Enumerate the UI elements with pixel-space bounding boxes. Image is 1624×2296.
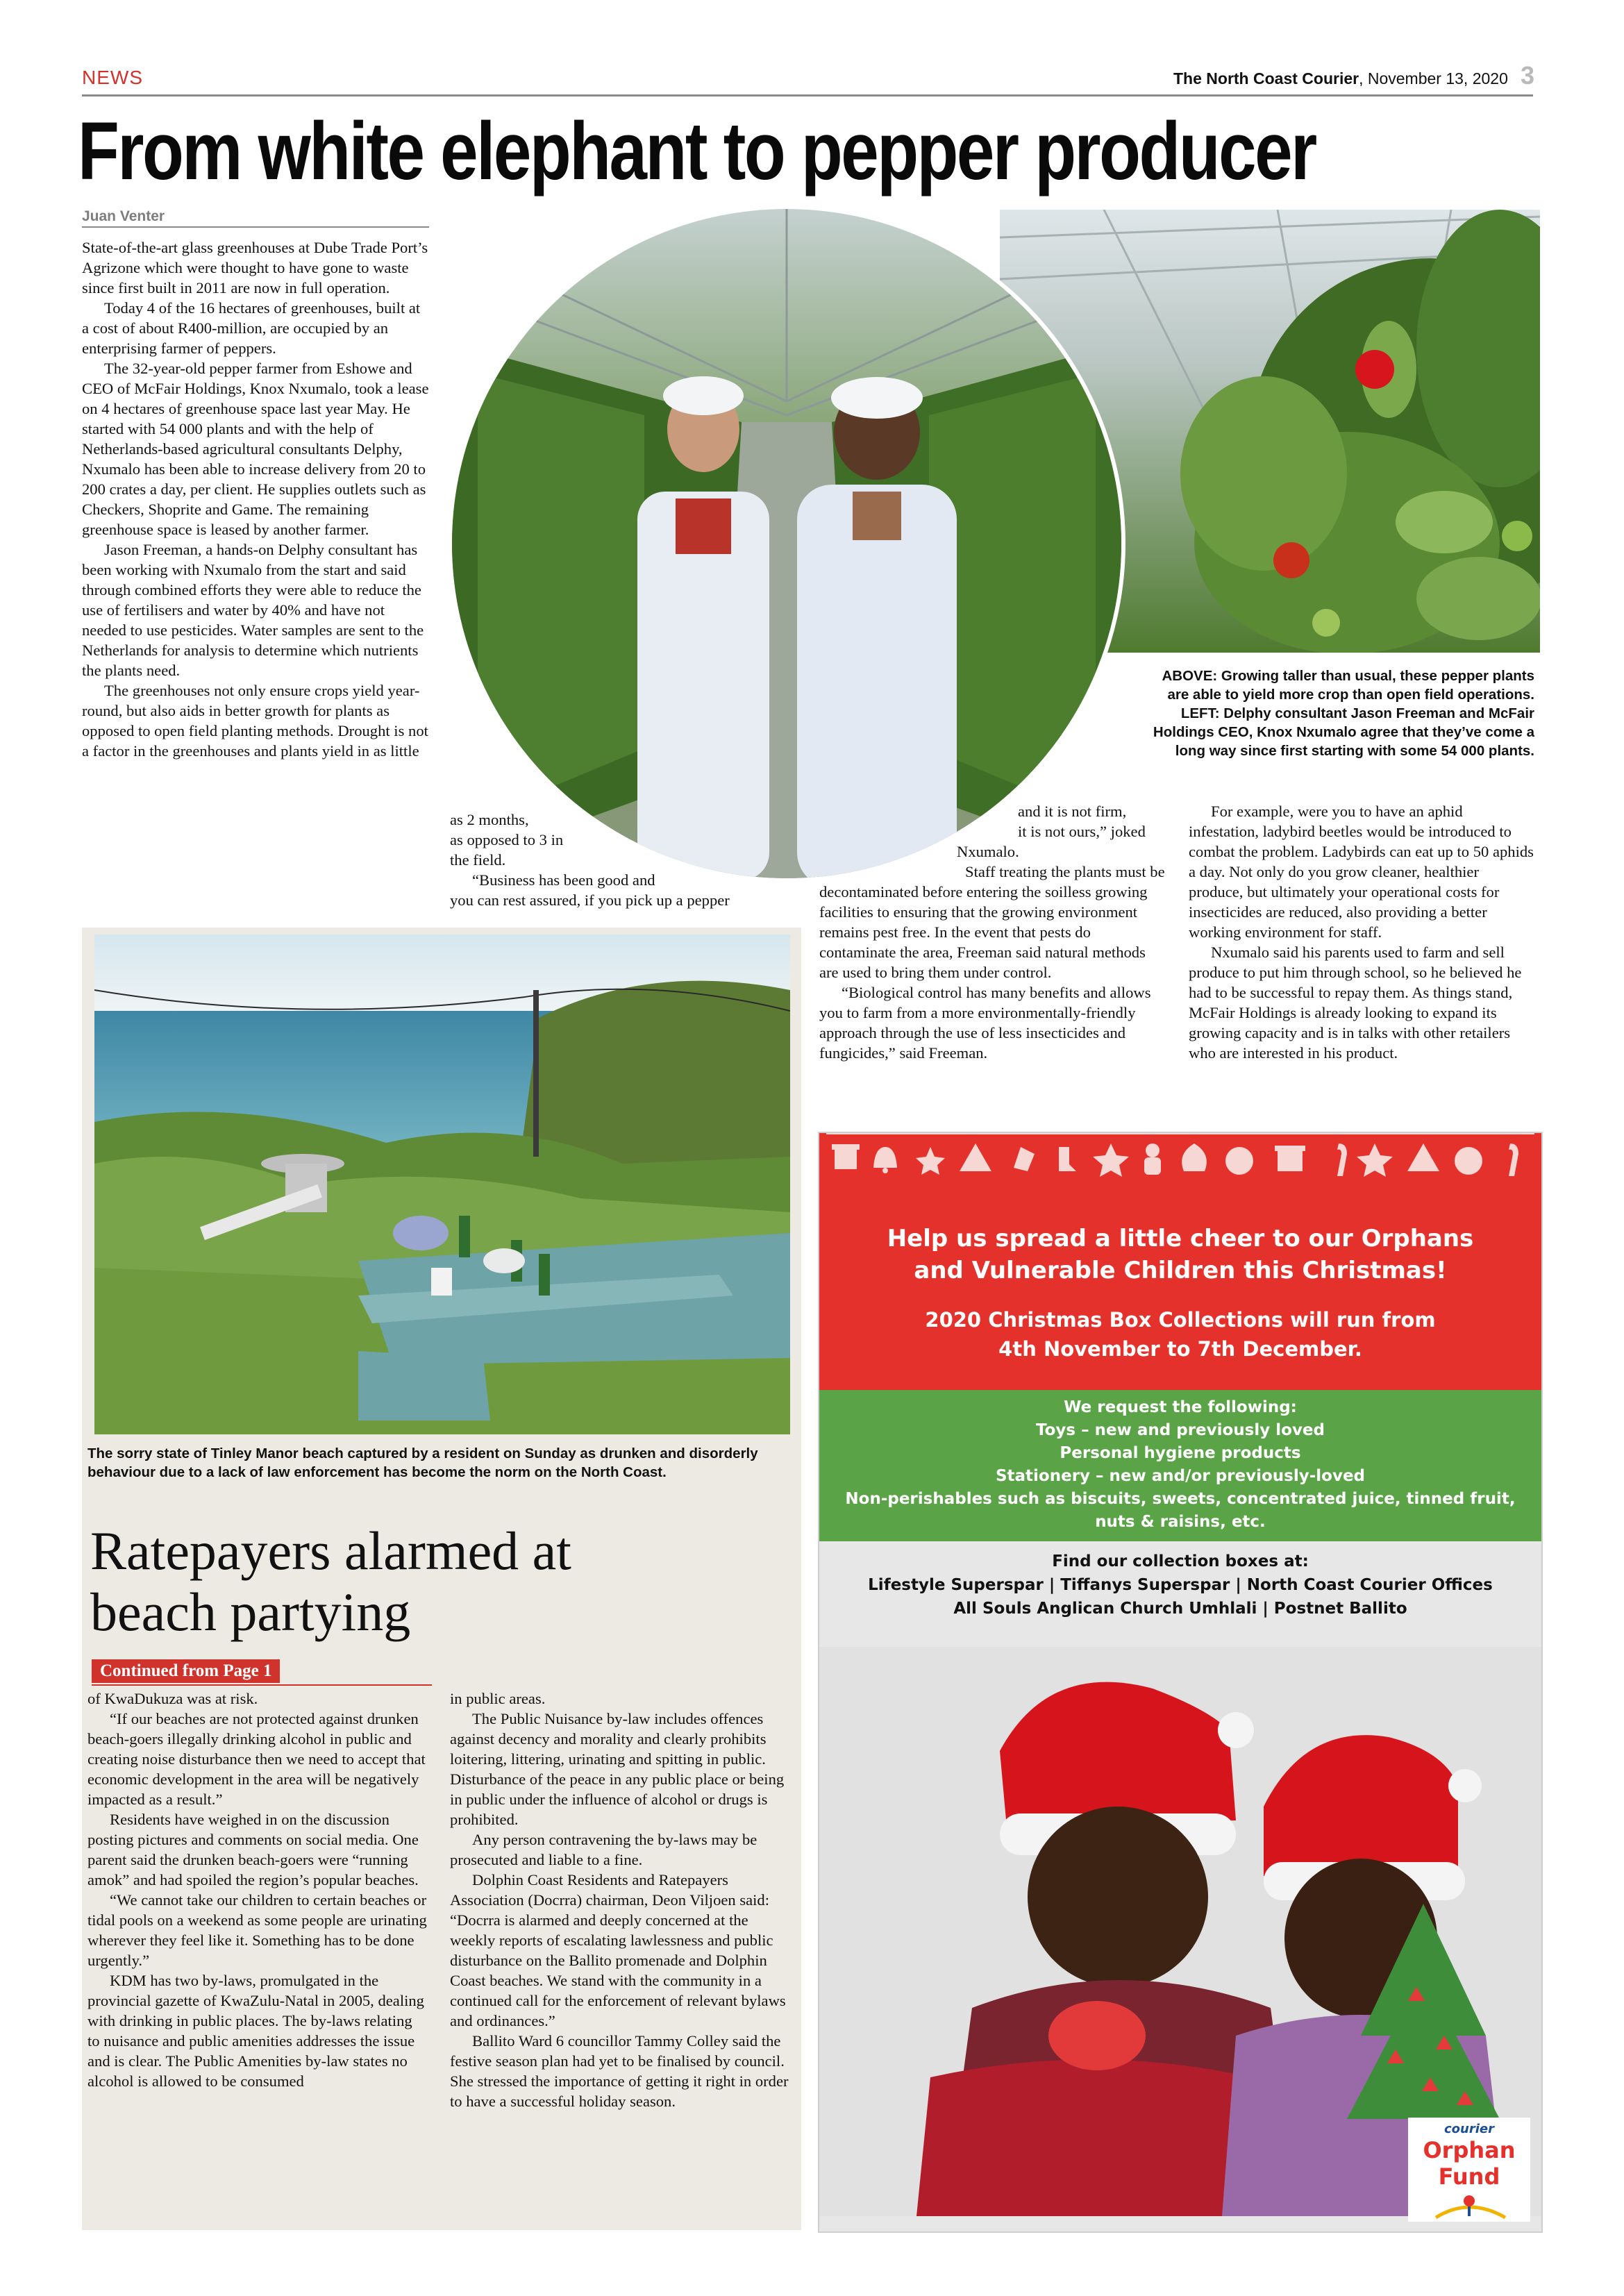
article1-column-1: [82, 237, 429, 761]
article2-column-1: [87, 1689, 428, 2091]
logo-courier-text: courier: [1444, 2122, 1494, 2136]
article1-column-2: [450, 810, 797, 910]
caption-line: long way since first starting with some 54 000 plants.: [1175, 743, 1534, 759]
paragraph: “Biological control has many benefits and allows you to farm from a more environmentally-friendly approach through the use of less insecticides and fungicides,” said Freeman.: [819, 984, 1151, 1062]
paragraph: The greenhouses not only ensure crops yield year-round, but also aids in better growth for plants as opposed to open field planting methods. Drought is not a factor in the greenhouses and plants yield in as little: [82, 682, 428, 760]
text-line: the field.: [450, 851, 506, 869]
advert-boxes-title: Find our collection boxes at:: [1052, 1552, 1309, 1570]
advert-headline-1: Help us spread a little cheer to our Orphans: [887, 1225, 1474, 1252]
paragraph: Ballito Ward 6 councillor Tammy Colley said the festive season plan had yet to be finalised by council. She stressed the importance of getting it right in order to have a successful holiday season.: [450, 2032, 789, 2110]
christmas-advert: [818, 1132, 1543, 2233]
advert-green-band: [819, 1390, 1541, 1541]
text-line: as 2 months,: [450, 811, 529, 828]
paragraph: Dolphin Coast Residents and Ratepayers Association (Docrra) chairman, Deon Viljoen said: “Docrra is alarmed and deeply concerned at the weekly reports of escalating lawlessness and public disturbance on the Ballito promenade and Dolphin Coast beaches. We stand with the community in a continued call for the enforcement of relevant bylaws and ordinances.”: [450, 1871, 786, 2029]
header-rule: [82, 94, 1533, 97]
orphan-fund-logo: [1408, 2118, 1530, 2222]
advert-boxes-line: Lifestyle Superspar | Tiffanys Superspar | North Coast Courier Offices: [868, 1576, 1493, 1594]
beach-headline: [90, 1520, 571, 1643]
advert-request-item: nuts & raisins, etc.: [1095, 1513, 1266, 1531]
article1-column-3: [819, 801, 1166, 1063]
paragraph: State-of-the-art glass greenhouses at Dube Trade Port’s Agrizone which were thought to have gone to waste since first built in 2011 are now in full operation.: [82, 239, 428, 296]
publication-name: The North Coast Courier: [1173, 69, 1359, 87]
logo-orphan-text: Orphan: [1423, 2137, 1516, 2163]
article1-column-4: [1189, 801, 1536, 1063]
advert-request-item: Non-perishables such as biscuits, sweets, concentrated juice, tinned fruit,: [845, 1490, 1516, 1508]
paragraph: Any person contravening the by-laws may be prosecuted and liable to a fine.: [450, 1831, 757, 1868]
text-line: you can rest assured, if you pick up a pepper: [450, 891, 730, 909]
paragraph: in public areas.: [450, 1690, 546, 1707]
logo-fund-text: Fund: [1438, 2163, 1500, 2190]
paragraph: Today 4 of the 16 hectares of greenhouses, built at a cost of about R400-million, are occupied by an enterprising farmer of peppers.: [82, 299, 421, 357]
greenhouse-staff-photo: [436, 193, 1137, 894]
advert-red-band: [819, 1133, 1541, 1390]
paragraph: The 32-year-old pepper farmer from Eshowe and CEO of McFair Holdings, Knox Nxumalo, took a lease on 4 hectares of greenhouse space last year May. He started with 54 000 plants and with the help of Netherlands-based agricultural consultants Delphy, Nxumalo has been able to increase delivery from 20 to 200 crates a day, per client. He supplies outlets such as Checkers, Shoprite and Game. The remaining greenhouse space is leased by another farmer.: [82, 360, 429, 538]
caption-line: LEFT: Delphy consultant Jason Freeman and McFair: [1180, 705, 1534, 721]
text-line: it is not ours,” joked: [1018, 823, 1146, 840]
paragraph: of KwaDukuza was at risk.: [87, 1690, 258, 1707]
greenhouse-photo-caption: [1083, 667, 1534, 760]
advert-request-item: Personal hygiene products: [1060, 1444, 1301, 1462]
advert-dates-1: 2020 Christmas Box Collections will run from: [925, 1308, 1436, 1332]
paragraph: “If our beaches are not protected against drunken beach-goers illegally drinking alcohol in public and creating noise disturbance then we need to accept that economic development in the area will be negatively impacted as a result.”: [87, 1710, 426, 1808]
issue-date: , November 13, 2020: [1359, 69, 1508, 87]
swing-child-icon: [1408, 2190, 1530, 2222]
headline-line: Ratepayers alarmed at: [90, 1520, 571, 1581]
paragraph: KDM has two by-laws, promulgated in the provincial gazette of KwaZulu-Natal in 2005, dealing with drinking in public places. The by-laws relating to nuisance and public amenities addresses the issue and is clear. The Public Amenities by-law states no alcohol is allowed to be consumed: [87, 1972, 424, 2090]
paragraph: Staff treating the plants must be decontaminated before entering the soilless growing facilities to ensuring that the growing environment remains pest free. In the event that pests do contaminate the area, Freeman said natural methods are used to bring them under control.: [819, 863, 1165, 981]
advert-request-item: Toys – new and previously loved: [1036, 1421, 1325, 1439]
caption-line: Holdings CEO, Knox Nxumalo agree that they’ve come a: [1153, 724, 1534, 740]
continued-rule: [92, 1684, 432, 1686]
byline: Juan Venter: [82, 208, 165, 224]
tinley-manor-beach-photo: [94, 935, 790, 1434]
headline: From white elephant to pepper producer: [78, 106, 1316, 197]
text-line: “Business has been good and: [472, 871, 655, 889]
christmas-ornaments-icon: [819, 1133, 1541, 1203]
advert-request-title: We request the following:: [1064, 1398, 1297, 1416]
paragraph: Residents have weighed in on the discussion posting pictures and comments on social media. One parent said the drunken beach-goers were “running amok” and had spoiled the region’s popular beaches.: [87, 1811, 419, 1888]
advert-boxes-line: All Souls Anglican Church Umhlali | Postnet Ballito: [953, 1600, 1407, 1618]
page-number: 3: [1521, 61, 1535, 90]
paragraph: For example, were you to have an aphid infestation, ladybird beetles would be introduced to combat the problem. Ladybirds can eat up to 50 aphids a day. Not only do you grow cleaner, healthier produce, but ultimately your operational costs for insecticides are reduced, also providing a better working environment for staff.: [1189, 803, 1534, 941]
headline-line: beach partying: [90, 1582, 411, 1642]
paragraph: Nxumalo said his parents used to farm and sell produce to put him through school, so he believed he had to be successful to repay them. As things stand, McFair Holdings is already looking to expand its growing capacity and is in talks with other retailers who are interested in his product.: [1189, 944, 1522, 1062]
beach-photo-caption: The sorry state of Tinley Manor beach captured by a resident on Sunday as drunken and disorderly behaviour due to a lack of law enforcement has become the norm on the North Coast.: [87, 1446, 758, 1480]
publication-dateline: [1173, 69, 1508, 88]
article2-column-2: [450, 1689, 792, 2111]
byline-rule: [82, 226, 429, 228]
section-label: NEWS: [82, 67, 143, 88]
paragraph: Jason Freeman, a hands-on Delphy consultant has been working with Nxumalo from the start and said through combined efforts they were able to reduce the use of fertilisers and water by 40% and have not needed to use pesticides. Water samples are sent to the Netherlands for analysis to determine which nutrients the plants need.: [82, 541, 424, 679]
text-line: Nxumalo.: [957, 843, 1019, 860]
continued-from-badge: Continued from Page 1: [92, 1659, 280, 1683]
caption-line: ABOVE: Growing taller than usual, these pepper plants: [1162, 668, 1534, 684]
advert-headline-2: and Vulnerable Children this Christmas!: [914, 1257, 1447, 1284]
caption-line: are able to yield more crop than open field operations.: [1167, 687, 1534, 703]
advert-request-item: Stationery – new and/or previously-loved: [995, 1467, 1366, 1485]
advert-dates-2: 4th November to 7th December.: [998, 1337, 1362, 1361]
paragraph: “We cannot take our children to certain beaches or tidal pools on a weekend as some people are urinating wherever they feel like it. Something has to be done urgently.”: [87, 1891, 427, 1969]
text-line: as opposed to 3 in: [450, 831, 564, 848]
text-line: and it is not firm,: [1018, 803, 1127, 820]
paragraph: The Public Nuisance by-law includes offences against decency and morality and clearly prohibits loitering, littering, urinating and spitting in public. Disturbance of the peace in any public place or being in public under the influence of alcohol or drugs is prohibited.: [450, 1710, 785, 1828]
